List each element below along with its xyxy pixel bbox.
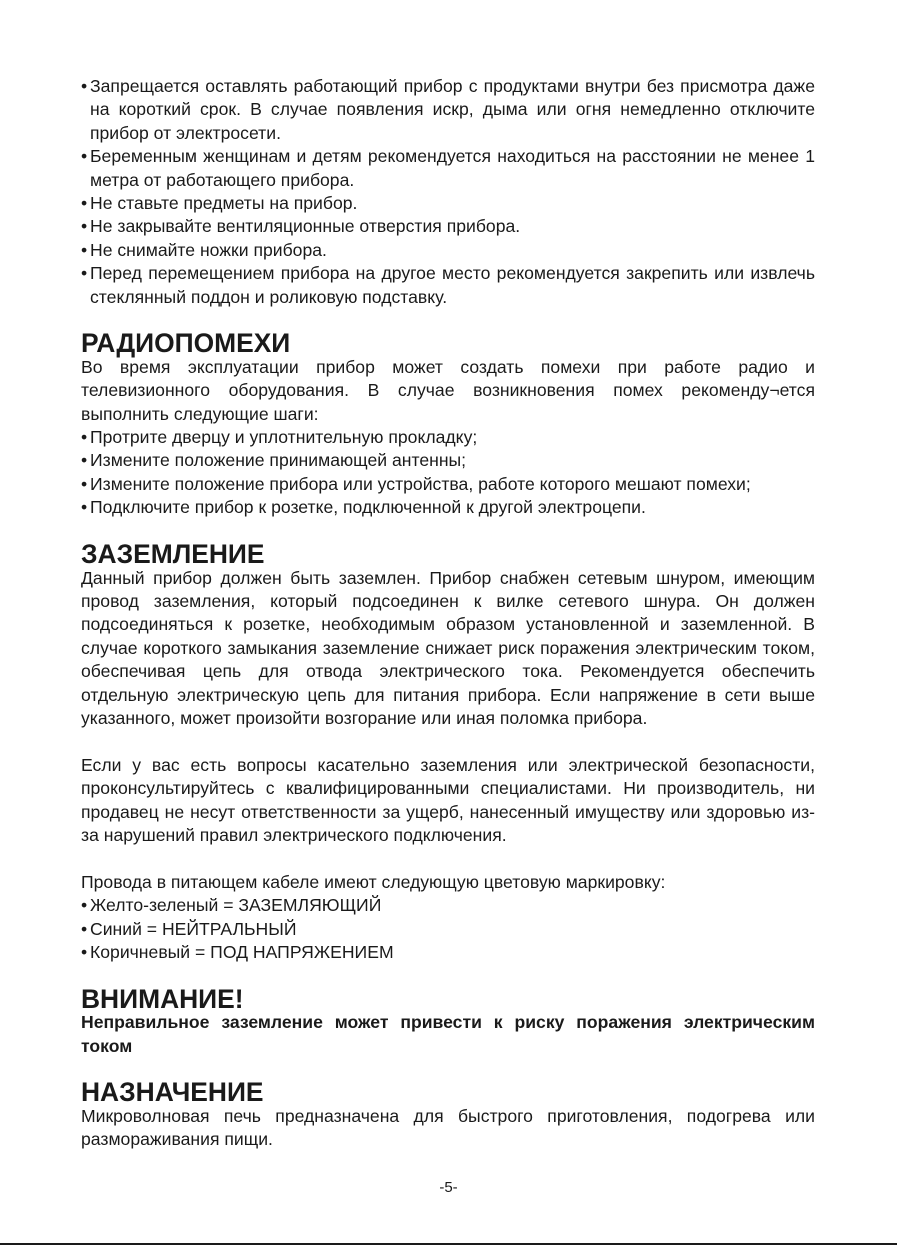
- list-item: • Не снимайте ножки прибора.: [81, 239, 815, 262]
- section-heading-grounding: ЗАЗЕМЛЕНИЕ: [81, 539, 265, 570]
- list-item: • Протрите дверцу и уплотнительную прокладку;: [81, 426, 815, 449]
- list-item: • Подключите прибор к розетке, подключенной к другой электроцепи.: [81, 496, 815, 519]
- safety-list: [81, 75, 815, 309]
- list-item: • Запрещается оставлять работающий прибор с продуктами внутри без присмотра даже на короткий срок. В случае появления искр, дыма или огня немедленно отключите прибор от электросети.: [81, 75, 815, 145]
- purpose-section: [81, 1077, 815, 1151]
- section-heading-purpose: НАЗНАЧЕНИЕ: [81, 1077, 264, 1108]
- warning-text: Неправильное заземление может привести к риску поражения электрическим током: [81, 1012, 815, 1056]
- grounding-section: [81, 539, 815, 964]
- warning-section: [81, 983, 815, 1058]
- list-item: • Не ставьте предметы на прибор.: [81, 192, 815, 215]
- grounding-paragraph-2: Если у вас есть вопросы касательно заземления или электрической безопасности, проконсультируйтесь с квалифицированными специалистами. Ни производитель, ни продавец не несут ответственности за ущерб, нанесенный имуществу или здоровью из-за нарушений правил электрического подключения.: [81, 754, 815, 845]
- spacer: [81, 730, 815, 753]
- section-heading-warning: ВНИМАНИЕ!: [81, 983, 244, 1014]
- list-item: • Не закрывайте вентиляционные отверстия прибора.: [81, 215, 815, 238]
- list-item: • Желто-зеленый = ЗАЗЕМЛЯЮЩИЙ: [81, 894, 815, 917]
- radio-interference-section: [81, 328, 815, 519]
- list-item: • Перед перемещением прибора на другое место рекомендуется закрепить или извлечь стеклянный поддон и роликовую подставку.: [81, 262, 815, 309]
- wire-colors-list: [81, 894, 815, 964]
- spacer: [81, 847, 815, 870]
- page-content: [81, 75, 815, 1152]
- list-item: • Синий = НЕЙТРАЛЬНЫЙ: [81, 918, 815, 941]
- radio-steps-list: [81, 426, 815, 520]
- purpose-text: Микроволновая печь предназначена для быстрого приготовления, подогрева или размораживания пищи.: [81, 1105, 815, 1150]
- grounding-paragraph-1: Данный прибор должен быть заземлен. Прибор снабжен сетевым шнуром, имеющим провод заземления, который подсоединен к вилке сетевого шнура. Он должен подсоединяться к розетке, необходимым образом установленной и заземленной. В случае короткого замыкания заземление снижает риск поражения электрическим током, обеспечивая цепь для отвода электрического тока. Рекомендуется обеспечить отдельную электрическую цепь для питания прибора. Если напряжение в сети выше указанного, может произойти возгорание или иная поломка прибора.: [81, 567, 815, 728]
- page-number: -5-: [439, 1179, 458, 1196]
- wires-intro: Провода в питающем кабеле имеют следующую цветовую маркировку:: [81, 871, 666, 892]
- list-item: • Коричневый = ПОД НАПРЯЖЕНИЕМ: [81, 941, 815, 964]
- list-item: • Измените положение прибора или устройства, работе которого мешают помехи;: [81, 473, 815, 496]
- list-item: • Беременным женщинам и детям рекомендуется находиться на расстоянии не менее 1 метра от работающего прибора.: [81, 145, 815, 192]
- bottom-rule: [0, 1243, 897, 1245]
- radio-intro: Во время эксплуатации прибор может создать помехи при работе радио и телевизионного оборудования. В случае возникновения помех рекоменду¬ется выполнить следующие шаги:: [81, 356, 815, 424]
- list-item: • Измените положение принимающей антенны;: [81, 449, 815, 472]
- section-heading-radio: РАДИОПОМЕХИ: [81, 328, 291, 359]
